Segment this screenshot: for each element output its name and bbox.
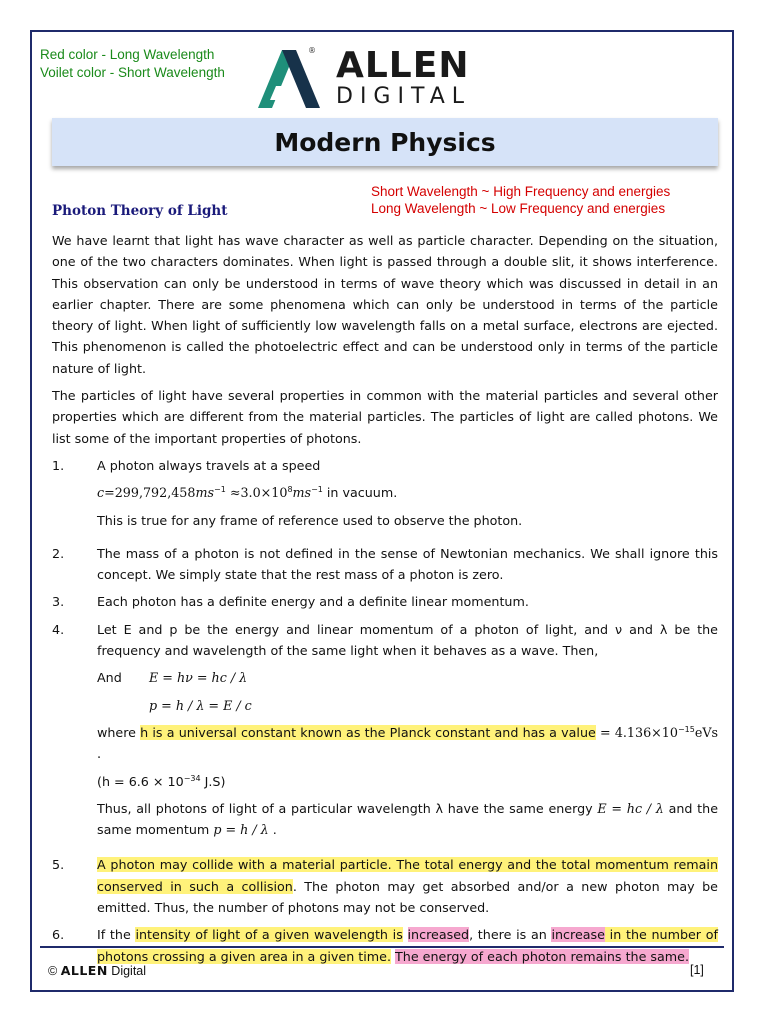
- note-long-wavelength: Long Wavelength ~ Low Frequency and energies: [371, 201, 666, 216]
- copyright-symbol: ©: [48, 964, 58, 978]
- same-energy-line: Thus, all photons of light of a particular wavelength λ have the same energy E = hc / λ and the same momentum p = h / λ .: [97, 800, 719, 838]
- allen-logo-mark-icon: [254, 46, 324, 110]
- speed-equation: $c=299,792,458ms^{-1} \approx 3.0\times 10^8ms^{-1}$ in vacuum.: [97, 485, 398, 501]
- item-number: 1.: [52, 457, 65, 473]
- logo-word-digital: DIGITAL: [336, 84, 472, 109]
- item-note: This is true for any frame of reference used to observe the photon.: [97, 512, 523, 528]
- main-content: [52, 230, 718, 973]
- properties-paragraph: The particles of light have several properties in common with the material particles and several other properties which are different from the material particles. The particles of light are called photons. We list some of the important properties of photons.: [52, 388, 718, 446]
- section-heading: Photon Theory of Light: [52, 203, 228, 219]
- item-number: 6.: [52, 927, 65, 943]
- item-text: Each photon has a definite energy and a definite linear momentum.: [97, 594, 529, 610]
- item-number: 3.: [52, 594, 65, 610]
- side-note-violet: Voilet color - Short Wavelength: [40, 65, 225, 80]
- item-text: Let E and p be the energy and linear momentum of a photon of light, and ν and λ be the frequency and wavelength of the same light when it behaves as a wave. Then,: [97, 621, 718, 659]
- footer-divider: [40, 946, 724, 948]
- title-banner: [52, 118, 718, 166]
- item-text: If the intensity of light of a given wavelength is increased, there is an increase in the number of photons crossing a given area in a given time. The energy of each photon remains the same.: [97, 927, 718, 964]
- allen-digital-logo: [254, 46, 512, 110]
- footer-brand: [48, 963, 146, 978]
- item-number: 2.: [52, 545, 65, 561]
- list-item-5: [52, 854, 718, 918]
- item-number: 5.: [52, 857, 65, 873]
- momentum-equation: p = h / λ = E / c: [149, 697, 252, 713]
- planck-si-value: ($h = 6.6 \times 10^{-34}$ J.S): [97, 773, 226, 789]
- item-text: A photon may collide with a material particle. The total energy and the total momentum remain conserved in such a collision. The photon may get absorbed and/or a new photon may be emitted. Thus, the number of photons may not be conserved.: [97, 857, 718, 916]
- list-item-2: [52, 543, 718, 586]
- list-item-3: [52, 591, 718, 612]
- footer-brand-name: ALLEN: [60, 963, 108, 978]
- note-short-wavelength: Short Wavelength ~ High Frequency and energies: [371, 184, 671, 199]
- planck-constant-line: where h is a universal constant known as the Planck constant and has a value = $4.136\times 10^{-15}eVs$ .: [97, 724, 719, 762]
- item-text: A photon always travels at a speed: [97, 457, 321, 473]
- page-title: Modern Physics: [274, 127, 496, 157]
- item-text: The mass of a photon is not defined in the sense of Newtonian mechanics. We shall ignore this concept. We simply state that the rest mass of a photon is zero.: [97, 545, 718, 583]
- registered-mark: ®: [308, 46, 316, 55]
- side-notes: [40, 46, 228, 82]
- wavelength-notes: [371, 183, 711, 217]
- intro-paragraph: We have learnt that light has wave character as well as particle character. Depending on the situation, one of the two characters dominates. When light is passed through a double slit, it shows interference. This observation can only be understood in terms of wave theory which was discussed in detail in an earlier chapter. There are some phenomena which can only be understood in terms of the particle theory of light. When light of sufficiently low wavelength falls on a metal surface, electrons are ejected. This phenomenon is called the photoelectric effect and can be understood only in terms of the particle nature of light.: [52, 233, 718, 376]
- list-item-1: [52, 455, 718, 537]
- list-item-4: [52, 619, 718, 847]
- item-number: 4.: [52, 621, 65, 637]
- energy-equation: And E = hν = hc / λ: [97, 670, 248, 686]
- logo-word-allen: ALLEN: [336, 45, 470, 86]
- footer-brand-suffix: Digital: [107, 964, 147, 978]
- page-number: [1]: [690, 963, 704, 977]
- side-note-red: Red color - Long Wavelength: [40, 47, 215, 62]
